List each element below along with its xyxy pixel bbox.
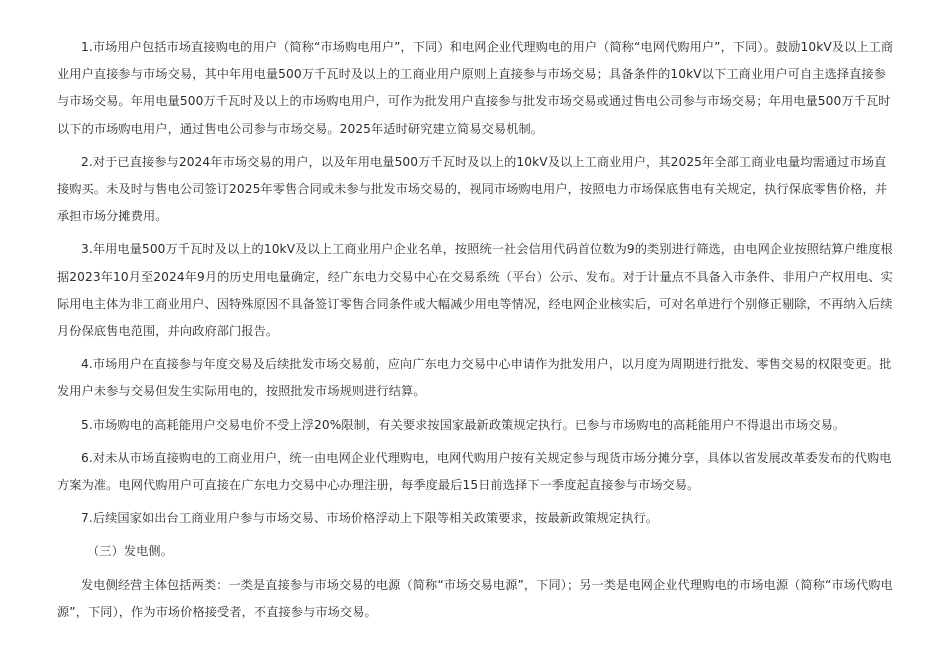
- paragraph-6: 6.对未从市场直接购电的工商业用户，统一由电网企业代理购电，电网代购用户按有关规定参与现货市场分摊分享，具体以省发展改革委发布的代购电方案为准。电网代购用户可直接在广东电力交易中心办理注册，每季度最后15日前选择下一季度起直接参与市场交易。: [57, 450, 892, 493]
- closing-paragraph: 发电侧经营主体包括两类：一类是直接参与市场交易的电源（简称“市场交易电源”，下同）；另一类是电网企业代理购电的市场电源（简称“市场代购电源”，下同），作为市场价格接受者，不直接参与市场交易。: [57, 577, 893, 619]
- paragraph-7: 7.后续国家如出台工商业用户参与市场交易、市场价格浮动上下限等相关政策要求，按最新政策规定执行。: [81, 511, 659, 526]
- paragraph-1: 1.市场用户包括市场直接购电的用户（简称“市场购电用户”，下同）和电网企业代理购电的用户（简称“电网代购用户”，下同）。鼓励10kV及以上工商业用户直接参与市场交易，其中年用电量500万千瓦时及以上的工商业用户原则上直接参与市场交易；具备条件的10kV以下工商业用户可自主选择直接参与市场交易。年用电量500万千瓦时及以上的市场购电用户，可作为批发用户直接参与批发市场交易或通过售电公司参与市场交易；年用电量500万千瓦时以下的市场购电用户，通过售电公司参与市场交易。2025年适时研究建立简易交易机制。: [57, 40, 894, 136]
- paragraph-4: 4.市场用户在直接参与年度交易及后续批发市场交易前，应向广东电力交易中心申请作为批发用户，以月度为周期进行批发、零售交易的权限变更。批发用户未参与交易但发生实际用电的，按照批发市场规则进行结算。: [57, 357, 892, 399]
- section-heading: （三）发电侧。: [87, 544, 174, 559]
- paragraph-2: 2.对于已直接参与2024年市场交易的用户，以及年用电量500万千瓦时及以上的10kV及以上工商业用户，其2025年全部工商业电量均需通过市场直接购买。未及时与售电公司签订2025年零售合同或未参与批发市场交易的，视同市场购电用户，按照电力市场保底售电有关规定，执行保底零售价格，并承担市场分摊费用。: [57, 154, 888, 224]
- document-body: [57, 34, 897, 632]
- paragraph-5: 5.市场购电的高耗能用户交易电价不受上浮20%限制，有关要求按国家最新政策规定执行。已参与市场购电的高耗能用户不得退出市场交易。: [81, 417, 846, 432]
- paragraph-3: 3.年用电量500万千瓦时及以上的10kV及以上工商业用户企业名单，按照统一社会信用代码首位数为9的类别进行筛选，由电网企业按照结算户维度根据2023年10月至2024年9月的历史用电量确定，经广东电力交易中心在交易系统（平台）公示、发布。对于计量点不具备入市条件、非用户产权用电、实际用电主体为非工商业用户、因特殊原因不具备签订零售合同条件或大幅减少用电等情况，经电网企业核实后，可对名单进行个别修正剔除，不再纳入后续月份保底售电范围，并向政府部门报告。: [57, 242, 893, 339]
